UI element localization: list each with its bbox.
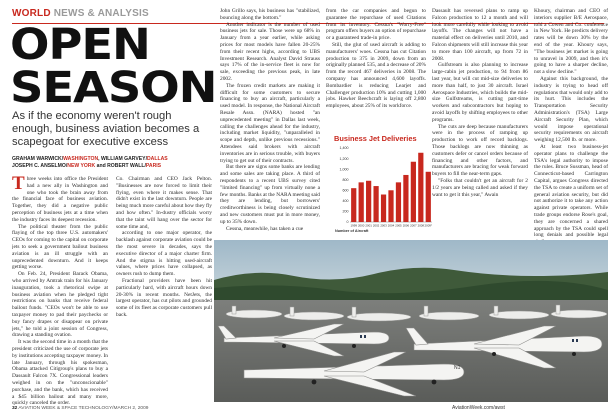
body-paragraph: Cessna, meanwhile, has taken a cue bbox=[226, 225, 304, 232]
y-tick-label: 800 bbox=[342, 177, 349, 182]
bar-chart bbox=[334, 140, 434, 236]
body-column-5 bbox=[432, 8, 528, 240]
body-paragraph: Still, the glut of used aircraft is adding to manufacturers' woes. Cessna has cut Citation production to 375 in 2009, down from an originally planned 535, and a decrease of 20% from the record 467 deliveries in 2008. The company has announced 4,600 layoffs. Bombardier is reducing Learjet and Challenger production 10% and cutting 1,000 jobs. Hawker Beechcraft is laying off 2,800 employees, about 25% of its workforce. bbox=[326, 41, 426, 110]
x-tick-label: 2000 bbox=[357, 223, 365, 228]
body-paragraph: The frozen credit markets are making it difficult for some customers to secure financing to buy an aircraft, particularly a used model. In response, the National Aircraft Resale Assn. (NARA) hosted "an unprecedented meeting" in Dallas last week, calling the challenges ahead for the industry, including market liquidity, "unparalleled in scope and depth, unlike previous recessions." Attendees said brokers with aircraft inventories are in serious trouble, with buyers trying to get out of their contracts. bbox=[220, 82, 320, 164]
byline-names: JOSEPH C. ANSELMO/ bbox=[12, 163, 68, 170]
article-deck: As if the economy weren't rough enough, business aviation becomes a scapegoat for executive excess bbox=[12, 110, 200, 148]
page-footer bbox=[12, 406, 148, 411]
y-tick-label: 1,000 bbox=[339, 167, 349, 172]
section-label bbox=[12, 8, 149, 19]
y-tick-label: 1,200 bbox=[339, 156, 349, 161]
byline-names: , WILLIAM GARVEY/ bbox=[98, 156, 147, 162]
headline-line2: SEASON bbox=[10, 63, 217, 113]
y-tick-label: 400 bbox=[342, 199, 349, 204]
chart-title: Business Jet Deliveries bbox=[334, 134, 417, 143]
publication-line: AVIATION WEEK & SPACE TECHNOLOGY/MARCH 2, 2009 bbox=[18, 406, 149, 411]
byline-location: WASHINGTON bbox=[63, 156, 99, 162]
x-tick-label: 2002 bbox=[372, 223, 380, 228]
chart-bar bbox=[366, 181, 371, 222]
body-paragraph: The political theater from the public flaying of the top three U.S. automakers' CEOs for coming to the capital on corporate jets to seek a government bailout business aviation is an ill struggle with an unprecedented downturn. And it keeps getting worse. bbox=[12, 223, 108, 271]
page-number: 32 bbox=[12, 406, 18, 411]
body-paragraph: from the car companies and begun to guarantee the repurchase of used Citations from its inventory. Cessna's "Worry-Free" program offers buyers an option of repurchase or a guaranteed trade-in price. bbox=[326, 8, 426, 42]
body-paragraph: Dassault has reversed plans to ramp up Falcon production to 12 a month and will look more carefully while looking to avoid layoffs. The changes will not have a material effect on deliveries until 2010, and Falcon shipments will still increase this year to more than 100 aircraft, up from 72 in 2008. bbox=[432, 8, 528, 62]
body-paragraph: The cuts are deep because manufacturers were in the process of ramping up production to work off record backlogs. Those backlogs are now thinning as customers defer or cancel orders because of financing and other factors, and manufacturers are bracing for weak forward buyers to fill the near-term gaps. bbox=[432, 123, 528, 178]
body-column-4 bbox=[326, 8, 426, 138]
body-column-3 bbox=[220, 8, 320, 240]
body-paragraph: Gulfstream is also planning to increase large-cabin jet production, to 94 from 86 last year, but will cut mid-size deliveries to more than half, to just 30 aircraft. Israel Aerospace Industries, which builds the mid-size Gulfstreams, is cutting part-time workers and subcontractors but hoping to avoid layoffs by shifting employees to other programs. bbox=[432, 62, 528, 123]
byline-location: DALLAS bbox=[147, 156, 168, 162]
y-tick-label: 600 bbox=[342, 188, 349, 193]
body-paragraph: On Feb. 24, President Barack Obama, who arrived by Amtrak train for his January inauguration, took a rhetorical swipe at business aviation when he pledged tight restrictions on banks that receive federal bailout funds. "CEOs won't be able to use taxpayer money to pad their paychecks or buy fancy drapes or disappear on private jets," he told a joint session of Congress, drawing a standing ovation. bbox=[12, 271, 108, 339]
body-paragraph: Fractional providers have been hit particularly hard, with aircraft hours down 20-30% in recent months. NetJets, the largest operator, has cut pilots and grounded some of its fleet as corporate customers pull back. bbox=[116, 277, 212, 318]
body-paragraph: Another indicator is the number of used business jets for sale. Those were up 68% in January from a year earlier, while asking prices for most models have fallen 20-25% from their recent highs, according to UBS Investment Research. Analyst David Strauss says 17% of the in-service fleet is now for sale, exceeding the previous peak, in late 2002. bbox=[220, 21, 320, 82]
byline-names: and ROBERT WALL/ bbox=[95, 163, 146, 170]
drop-cap: T bbox=[12, 176, 25, 194]
chart-bar bbox=[373, 186, 378, 222]
body-paragraph: Co. Chairman and CEO Jack Pelton. "Businesses are now forced to limit their flying, even where it makes sense. That didn't exist in the last downturn. People are being much more careful about how they fly and how often." In-dustry officials worry that the taint will hang over the sector for some time and, bbox=[116, 176, 212, 230]
x-tick-label: 2004 bbox=[387, 223, 395, 228]
byline-location: NEW YORK bbox=[67, 163, 96, 170]
body-paragraph: But there are signs some banks are lending and some sales are taking place. A third of respondents to a recent UBS survey cited "limited financing" up from virtually none a few months. Banks at the NARA meeting said they are lending, but borrowers' creditworthiness is being closely scrutinized and new customers must put in more money, up to 35% down. bbox=[220, 164, 320, 225]
x-tick-label: 2001 bbox=[365, 223, 372, 228]
x-tick-label: 2007 bbox=[410, 223, 417, 228]
chart-bar bbox=[426, 172, 431, 222]
section-label-sub: NEWS & ANALYSIS bbox=[53, 8, 149, 19]
y-tick-label: 1,400 bbox=[339, 146, 349, 151]
chart-bar bbox=[359, 182, 364, 222]
x-tick-label: 2005 bbox=[395, 223, 402, 228]
body-paragraph: according to one major operator, the backlash against corporate aviation could be the most severe in decades, says the executive director of a major charter firm. And the stigma is hitting used-aircraft values, where prices have collapsed, as owners rush to dump them. bbox=[116, 230, 212, 278]
y-tick-label: 0 bbox=[346, 220, 349, 225]
body-column-1 bbox=[12, 176, 108, 406]
chart-bar bbox=[381, 195, 386, 222]
chart-bar bbox=[411, 162, 416, 222]
section-label-main: WORLD bbox=[12, 8, 51, 19]
y-tick-label: 200 bbox=[342, 209, 349, 214]
body-paragraph: At least two business-jet operator plans to challenge the TSA's legal authority to impose the rules. Bruce Sussman, head of Connecticut-based Carrington Capital, argues Congress directed the TSA to create a uniform set of general aviation security, but did not authorize it to take any action against private operators. While trade groups endorse Rose's goal, they are concerned a shared approach by the TSA could spell long denials and possible legal bbox=[534, 143, 608, 239]
body-paragraph: Khoury, chairman and CEO of interiors supplier B/E Aerospace, told a Cowen and Co. conference in New York. He predicts delivery rates will be down 30% by the end of the year. Khoury says, "The business jet market is going to unravel in 2009, and then it's going to have a sharper decline, not a slow decline." bbox=[534, 8, 608, 76]
body-column-6 bbox=[534, 8, 608, 240]
body-paragraph: hree weeks into office the President had a new ally in Washington and one who took the brain away from the financial face of business aviation. Together, they did a negative public perception of business jets at a time when the industry faces its deepest recession. bbox=[12, 176, 108, 223]
byline-line2 bbox=[12, 163, 212, 170]
byline-line1 bbox=[12, 156, 212, 163]
chart-bar bbox=[351, 188, 356, 222]
body-paragraph: Against this background, the industry is trying to head off regulations that would only add to its hurt. This includes the Transportation Security Administration's (TSA) Large Aircraft Security Plan, which would impose operational security requirements on aircraft weighing 12,500 lb. or more. bbox=[534, 75, 608, 144]
airport-ramp-photo bbox=[214, 240, 608, 402]
body-paragraph: "Folks that couldn't get an aircraft for 2 1/2 years are being called and asked if they want to get it this year," Awain bbox=[432, 177, 528, 198]
tail-number: N1 bbox=[454, 365, 461, 371]
body-paragraph: John Grillo says, his business has "stabilized, bouncing along the bottom." bbox=[220, 8, 320, 21]
y-axis-label: Number of Aircraft bbox=[335, 229, 369, 233]
chart-bar bbox=[418, 153, 423, 222]
headline-line1: OPEN bbox=[10, 20, 150, 70]
x-tick-label: 2009* bbox=[424, 223, 433, 228]
chart-bar bbox=[403, 175, 408, 222]
website-url[interactable]: AviationWeek.com/awst bbox=[452, 405, 505, 411]
x-tick-label: 2006 bbox=[402, 223, 410, 228]
bylines bbox=[12, 156, 212, 170]
x-tick-label: 2008 bbox=[417, 223, 425, 228]
byline-location: PARIS bbox=[145, 163, 162, 170]
x-tick-label: 2003 bbox=[380, 223, 387, 228]
body-paragraph: It was the second time in a month that the president criticized the use of corporate jets by institutions accepting taxpayer money. In late January, through his spokesman, Obama attacked Citigroup's plans to buy a Dassault Falcon 7X. Congressional leaders weighed in on the "unconscionable" purchase, and the bank, which has received a $45 billion bailout and many more, quickly canceled the order. bbox=[12, 339, 108, 406]
body-column-2 bbox=[116, 176, 212, 406]
chart-bar bbox=[388, 190, 393, 222]
byline-names: GRAHAM WARWICK/ bbox=[12, 156, 64, 162]
x-tick-label: 1999 bbox=[350, 223, 357, 228]
chart-bar bbox=[396, 182, 401, 222]
